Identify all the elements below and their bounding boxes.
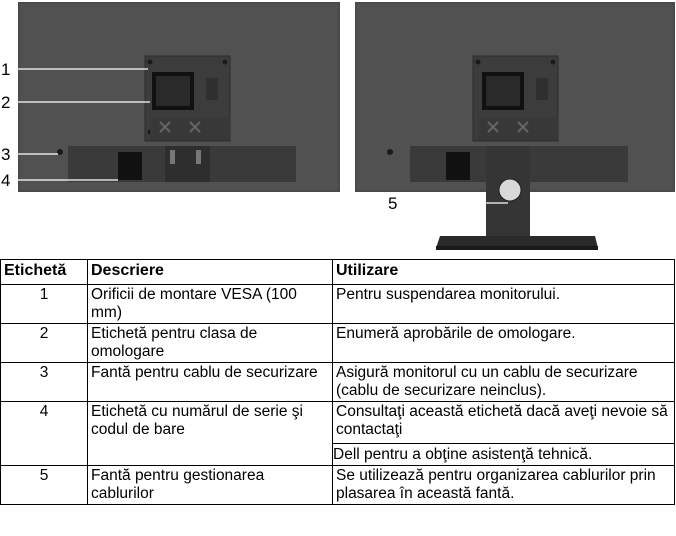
usage-text: Se utilizează pentru organizarea cablurilor prin plasarea în această fantă. <box>336 467 656 502</box>
table-row <box>1 402 675 466</box>
row-usage <box>333 402 675 466</box>
row-label: 2 <box>1 324 88 363</box>
header-description: Descriere <box>88 260 333 285</box>
usage-text: Asigură monitorul cu un cablu de securizare (cablu de securizare neinclus). <box>336 364 638 399</box>
row-description: Etichetă cu numărul de serie şi codul de bare <box>88 402 333 466</box>
usage-text: Enumeră aprobările de omologare. <box>336 325 576 342</box>
features-table <box>0 259 675 505</box>
row-usage <box>333 363 675 402</box>
row-description: Orificii de montare VESA (100 mm) <box>88 285 333 324</box>
callout-4: 4 <box>1 171 11 190</box>
monitor-rear-left <box>14 2 340 192</box>
row-label: 3 <box>1 363 88 402</box>
usage-text: Dell pentru a obţine asistenţă tehnică. <box>333 443 674 464</box>
row-label: 5 <box>1 466 88 505</box>
monitor-rear-right <box>355 2 675 250</box>
row-usage <box>333 466 675 505</box>
row-label: 4 <box>1 402 88 466</box>
header-label: Etichetă <box>1 260 88 285</box>
row-label: 1 <box>1 285 88 324</box>
table-row <box>1 466 675 505</box>
callout-5: 5 <box>388 194 398 213</box>
row-description: Etichetă pentru clasa de omologare <box>88 324 333 363</box>
row-usage <box>333 285 675 324</box>
table-row <box>1 285 675 324</box>
header-usage: Utilizare <box>333 260 675 285</box>
row-description: Fantă pentru cablu de securizare <box>88 363 333 402</box>
table-header-row <box>1 260 675 285</box>
row-description: Fantă pentru gestionarea cablurilor <box>88 466 333 505</box>
table-row <box>1 363 675 402</box>
monitor-rear-views-figure <box>0 0 676 262</box>
table-row <box>1 324 675 363</box>
usage-text: Pentru suspendarea monitorului. <box>336 286 561 303</box>
callout-2: 2 <box>1 93 11 112</box>
row-usage <box>333 324 675 363</box>
usage-text: Consultaţi această etichetă dacă aveţi nevoie să contactaţi <box>336 403 668 438</box>
callout-1: 1 <box>1 60 11 79</box>
callout-3: 3 <box>1 145 11 164</box>
